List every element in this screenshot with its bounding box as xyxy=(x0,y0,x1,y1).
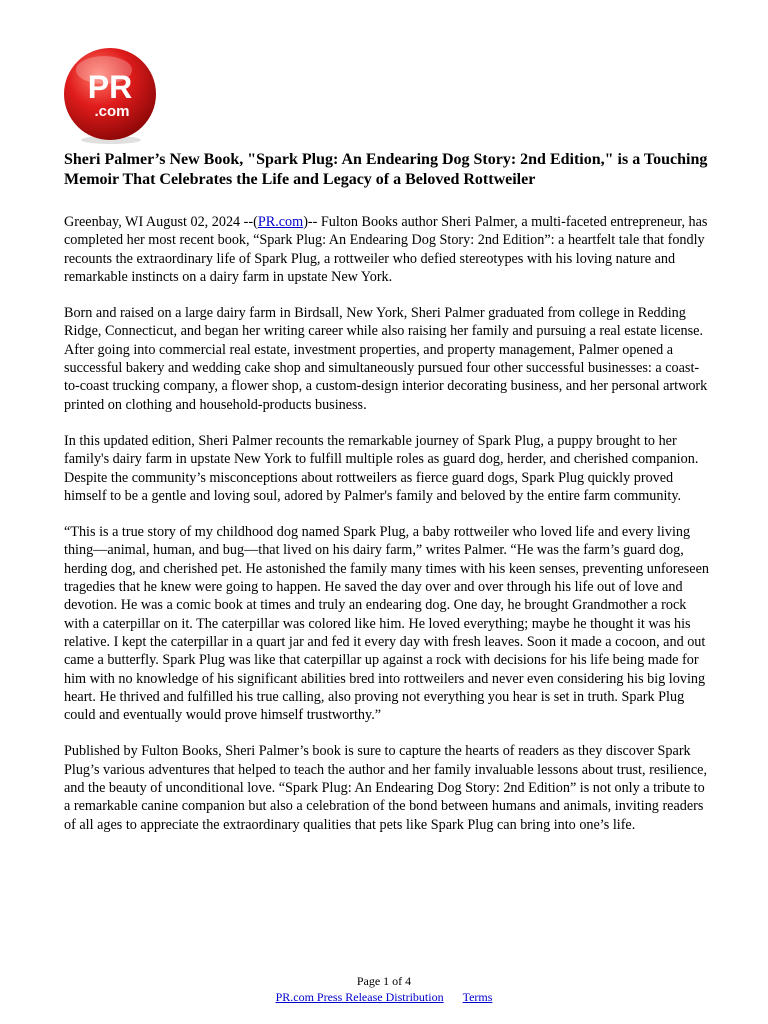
page-number: Page 1 of 4 xyxy=(356,974,412,988)
page-footer xyxy=(0,973,768,1005)
dateline-paragraph xyxy=(64,213,714,286)
press-release-body xyxy=(64,150,714,852)
distribution-link[interactable]: PR.com Press Release Distribution xyxy=(275,990,444,1004)
pr-com-logo-icon xyxy=(60,46,160,146)
paragraph-biography: Born and raised on a large dairy farm in Birdsall, New York, Sheri Palmer graduated from college in Redding Ridge, Connecticut, and began her writing career while also raising her family and pursuing a real estate license. After going into commercial real estate, investment properties, and property management, Palmer opened a successful bakery and wedding cake shop and simultaneously pursued four other successful businesses: a coast-to-coast trucking company, a flower shop, a custom-design interior decorating business, and her personal artwork printed on clothing and household-products business. xyxy=(64,305,708,413)
dateline-body: )-- Fulton Books author Sheri Palmer, a multi-faceted entrepreneur, has completed her most recent book, “Spark Plug: An Endearing Dog Story: 2nd Edition”: a heartfelt tale that fondly recounts the extraordinary life of Spark Plug, a rottweiler who defied stereotypes with his loving nature and remarkable instincts on a dairy farm in upstate New York. xyxy=(64,214,708,285)
logo-text-pr: PR xyxy=(87,69,133,105)
dateline-prefix: Greenbay, WI August 02, 2024 --( xyxy=(64,214,258,230)
paragraph-quote: “This is a true story of my childhood dog named Spark Plug, a baby rottweiler who loved life and every living thing—animal, human, and bug—that lived on his dairy farm,” writes Palmer. “He was the farm’s guard dog, herding dog, and cherished pet. He astonished the family many times with his keen senses, preventing unforeseen tragedies that he knew were going to happen. He saved the day over and over through his life out of love and devotion. He was a comic book at times and truly an endearing dog. One day, he brought Grandmother a rock with a caterpillar on it. The caterpillar was colored like him. He loved everything; maybe he thought it was his relative. I kept the caterpillar in a quart jar and fed it every day with fresh leaves. Soon it made a cocoon, and out came a butterfly. Spark Plug was like that caterpillar up against a rock with decisions for his life being made for him with no knowledge of his significant abilities bred into rottweilers and never even considering his big loving heart. He thrived and fulfilled his true calling, also proving not everything you hear is set in truth. Spark Plug could and eventually would prove himself trustworthy.” xyxy=(64,524,709,724)
paragraph-updated-edition: In this updated edition, Sheri Palmer recounts the remarkable journey of Spark Plug, a puppy brought to her family's dairy farm in upstate New York to fulfill multiple roles as guard dog, herder, and cherished companion. Despite the community’s misconceptions about rottweilers as fierce guard dogs, Spark Plug quickly proved himself to be a gentle and loving soul, adored by Palmer's family and beloved by the entire farm community. xyxy=(64,432,699,504)
pr-com-link[interactable]: PR.com xyxy=(257,214,304,230)
headline: Sheri Palmer’s New Book, "Spark Plug: An Endearing Dog Story: 2nd Edition," is a Touching Memoir That Celebrates the Life and Legacy of a Beloved Rottweiler xyxy=(64,151,708,188)
terms-link[interactable]: Terms xyxy=(462,990,493,1004)
footer-links xyxy=(0,989,768,1005)
pr-com-logo xyxy=(60,46,160,146)
paragraph-publisher: Published by Fulton Books, Sheri Palmer’s book is sure to capture the hearts of readers as they discover Spark Plug’s various adventures that helped to teach the author and her family invaluable lessons about trust, resilience, and the beauty of unconditional love. “Spark Plug: An Endearing Dog Story: 2nd Edition” is not only a tribute to a remarkable canine companion but also a celebration of the bond between humans and animals, inviting readers of all ages to appreciate the extraordinary qualities that pets like Spark Plug can bring into one’s life. xyxy=(64,743,707,833)
logo-text-com: .com xyxy=(94,103,130,120)
